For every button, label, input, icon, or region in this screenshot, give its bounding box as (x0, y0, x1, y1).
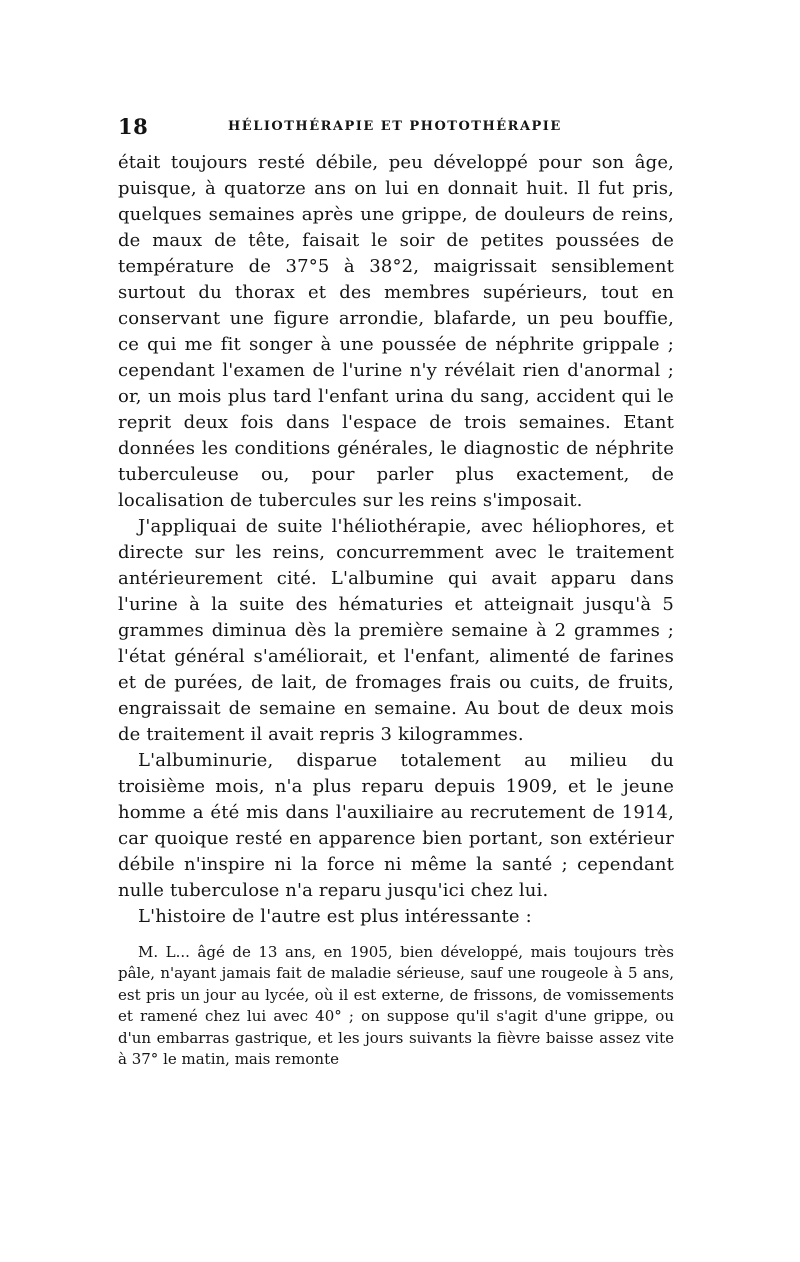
paragraph-albuminuria: L'albuminurie, disparue totalement au milieu du troisième mois, n'a plus reparu depuis 1909, et le jeune homme a été mis dans l'auxiliaire au recrutement de 1914, car quoique resté en apparence bien portant, son extérieur débile n'inspire ni la force ni même la santé ; cependant nulle tuberculose n'a reparu jusqu'ici chez lui. (118, 750, 674, 901)
running-title: HÉLIOTHÉRAPIE ET PHOTOTHÉRAPIE (228, 119, 562, 134)
paragraph-continuation: était toujours resté débile, peu développé pour son âge, puisque, à quatorze ans on lui en donnait huit. Il fut pris, quelques semaines après une grippe, de douleurs de reins, de maux de tête, faisait le soir de petites poussées de température de 37°5 à 38°2, maigrissait sensiblement surtout du thorax et des membres supérieurs, tout en conservant une figure arrondie, blafarde, un peu bouffie, ce qui me fit songer à une poussée de néphrite grippale ; cependant l'examen de l'urine n'y révélait rien d'anormal ; or, un mois plus tard l'enfant urina du sang, accident qui le reprit deux fois dans l'espace de trois semaines. Etant données les conditions générales, le diagnostic de néphrite tuberculeuse ou, pour parler plus exactement, de localisation de tubercules sur les reins s'imposait. (118, 152, 674, 511)
paragraph-treatment: J'appliquai de suite l'héliothérapie, avec héliophores, et directe sur les reins, concurremment avec le traitement antérieurement cité. L'albumine qui avait apparu dans l'urine à la suite des hématuries et atteignait jusqu'à 5 grammes diminua dès la première semaine à 2 grammes ; l'état général s'améliorait, et l'enfant, alimenté de farines et de purées, de lait, de fromages frais ou cuits, de fruits, engraissait de semaine en semaine. Au bout de deux mois de traitement il avait repris 3 kilogrammes. (118, 516, 674, 745)
case-note: M. L... âgé de 13 ans, en 1905, bien développé, mais toujours très pâle, n'ayant jamais fait de maladie sérieuse, sauf une rougeole à 5 ans, est pris un jour au lycée, où il est externe, de frissons, de vomissements et ramené chez lui avec 40° ; on suppose qu'il s'agit d'une grippe, ou d'un embarras gastrique, et les jours suivants la fièvre baisse assez vite à 37° le matin, mais remonte (118, 943, 674, 1069)
paragraph-transition: L'histoire de l'autre est plus intéressante : (138, 906, 532, 927)
page-number: 18 (118, 114, 149, 139)
body-text (118, 150, 674, 1070)
running-head (118, 114, 674, 140)
